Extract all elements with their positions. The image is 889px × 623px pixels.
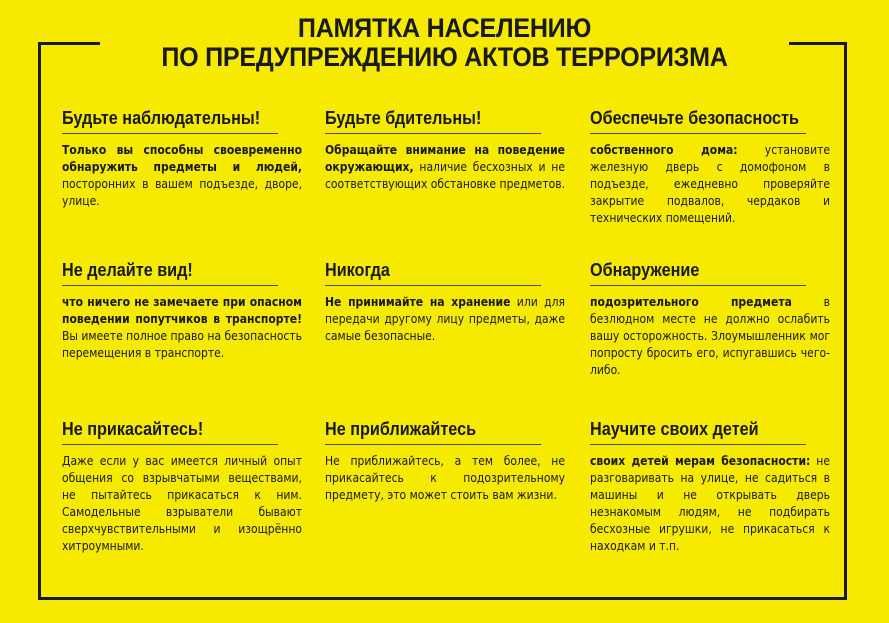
tip-heading: Обеспечьте безопасность bbox=[590, 107, 806, 134]
tip-heading: Не приближайтесь bbox=[325, 418, 541, 445]
title-line-1: ПАМЯТКА НАСЕЛЕНИЮ bbox=[297, 13, 592, 43]
tip-never bbox=[325, 259, 565, 345]
tip-plain-text: не разговаривать на улице, не садиться в машины и не открывать дверь незнакомым людям, не подбирать бесхозные игрушки, не прикасаться к находкам и т.п. bbox=[590, 454, 830, 553]
tip-text bbox=[590, 294, 830, 379]
tip-text bbox=[590, 142, 830, 227]
tip-text bbox=[325, 294, 565, 345]
tip-vigilant bbox=[325, 107, 565, 193]
tip-detection bbox=[590, 259, 830, 379]
tip-heading: Будьте бдительны! bbox=[325, 107, 541, 134]
tip-heading: Научите своих детей bbox=[590, 418, 806, 445]
tip-plain-text: посторонних в вашем подъезде, дворе, улице. bbox=[62, 177, 302, 208]
tip-text bbox=[62, 453, 302, 555]
title-line-2: ПО ПРЕДУПРЕЖДЕНИЮ АКТОВ ТЕРРОРИЗМА bbox=[161, 42, 728, 72]
tip-observant bbox=[62, 107, 302, 210]
tip-bold-text: что ничего не замечаете при опасном поведении попутчиков в транспорте! bbox=[62, 295, 302, 326]
poster-title bbox=[31, 14, 858, 72]
tip-bold-text: Обращайте внимание на поведение окружающих, bbox=[325, 143, 565, 174]
tip-text bbox=[62, 142, 302, 210]
tip-plain-text: или для передачи другому лицу предметы, даже самые безопасные. bbox=[325, 295, 565, 343]
tip-bold-text: собственного дома: bbox=[590, 143, 738, 157]
tip-heading: Обнаружение bbox=[590, 259, 806, 286]
tip-home-security bbox=[590, 107, 830, 227]
tip-text bbox=[325, 453, 565, 504]
tip-bold-text: своих детей мерам безопасности: bbox=[590, 454, 811, 468]
tip-bold-text: подозрительного предмета bbox=[590, 295, 792, 309]
tip-plain-text: в безлюдном месте не должно ослабить вашу осторожность. Злоумышленник мог попросту бросить его, испугавшись чего-либо. bbox=[590, 295, 830, 377]
tip-plain-text: наличие бесхозных и не соответствующих обстановке предметов. bbox=[325, 160, 565, 191]
tip-plain-text: установите железную дверь с домофоном в подъезде, ежедневно проверяйте закрытие подвалов, чердаков и технических помещений. bbox=[590, 143, 831, 225]
tip-heading: Не прикасайтесь! bbox=[62, 418, 278, 445]
tip-heading: Никогда bbox=[325, 259, 541, 286]
tip-dont-touch bbox=[62, 418, 302, 555]
tip-bold-text: Только вы способны своевременно обнаружить предметы и людей, bbox=[62, 143, 302, 174]
tip-text bbox=[325, 142, 565, 193]
tip-dont-pretend bbox=[62, 259, 302, 362]
tip-dont-approach bbox=[325, 418, 565, 504]
tip-heading: Не делайте вид! bbox=[62, 259, 278, 286]
tip-plain-text: Не приближайтесь, а тем более, не прикасайтесь к подозрительному предмету, это может стоить вам жизни. bbox=[325, 454, 565, 502]
tip-heading: Будьте наблюдательны! bbox=[62, 107, 278, 134]
tip-text bbox=[62, 294, 302, 362]
tip-bold-text: Не принимайте на хранение bbox=[325, 295, 511, 309]
tip-plain-text: Даже если у вас имеется личный опыт общения со взрывчатыми веществами, не пытайтесь прикасаться к ним. Самодельные взрыватели бывают сверхчувствительными и изощрённо хитроумными. bbox=[62, 454, 302, 553]
tip-text bbox=[590, 453, 830, 555]
tip-plain-text: Вы имеете полное право на безопасность перемещения в транспорте. bbox=[62, 329, 303, 360]
tip-teach-children bbox=[590, 418, 830, 555]
